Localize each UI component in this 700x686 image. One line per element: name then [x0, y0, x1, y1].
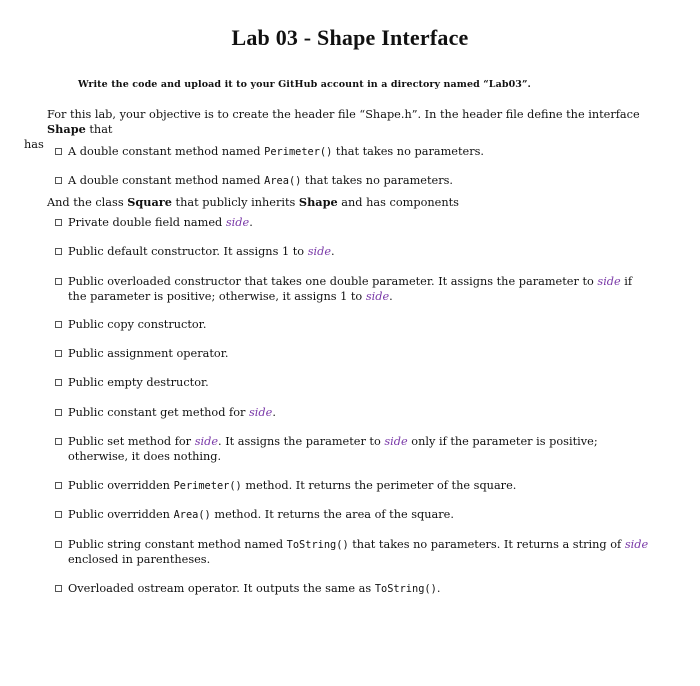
- checkbox-icon: [55, 409, 62, 416]
- checkbox-icon: [55, 511, 62, 518]
- checkbox-icon: [55, 321, 62, 328]
- list-item: Public overloaded constructor that takes one double parameter. It assigns the parameter to side if the parameter is positive; otherwise, it assigns 1 to side.: [51, 275, 651, 304]
- checkbox-icon: [55, 148, 62, 155]
- list-item: Overloaded ostream operator. It outputs the same as ToString().: [51, 582, 651, 597]
- intro-paragraph: For this lab, your objective is to create the header file “Shape.h”. In the header file define the interface Shape that has: [24, 108, 640, 151]
- page-title: Lab 03 - Shape Interface: [231, 25, 469, 50]
- checkbox-icon: [55, 350, 62, 357]
- checkbox-icon: [55, 278, 62, 285]
- list-item: Public overridden Area() method. It returns the area of the square.: [51, 508, 651, 523]
- checkbox-icon: [55, 248, 62, 255]
- list-item: Public constant get method for side.: [51, 406, 651, 421]
- checkbox-icon: [55, 438, 62, 445]
- list-item: Private double field named side.: [51, 216, 651, 231]
- list-item: A double constant method named Perimeter() that takes no parameters.: [51, 145, 651, 160]
- checkbox-icon: [55, 541, 62, 548]
- checkbox-icon: [55, 219, 62, 226]
- list-item: Public empty destructor.: [51, 376, 651, 391]
- list-item: Public set method for side. It assigns the parameter to side only if the parameter is positive; otherwise, it does nothing.: [51, 435, 651, 464]
- list-item: Public string constant method named ToString() that takes no parameters. It returns a string of side enclosed in parentheses.: [51, 538, 651, 567]
- instruction-text: Write the code and upload it to your GitHub account in a directory named “Lab03”.: [78, 79, 531, 90]
- list-item: Public assignment operator.: [51, 347, 651, 362]
- list-item: Public copy constructor.: [51, 318, 651, 333]
- square-intro: And the class Square that publicly inherits Shape and has components: [47, 195, 459, 209]
- checkbox-icon: [55, 379, 62, 386]
- list-item: Public overridden Perimeter() method. It returns the perimeter of the square.: [51, 479, 651, 494]
- checkbox-icon: [55, 482, 62, 489]
- checkbox-icon: [55, 177, 62, 184]
- list-item: Public default constructor. It assigns 1 to side.: [51, 245, 651, 260]
- list-item: A double constant method named Area() that takes no parameters.: [51, 174, 651, 189]
- checkbox-icon: [55, 585, 62, 592]
